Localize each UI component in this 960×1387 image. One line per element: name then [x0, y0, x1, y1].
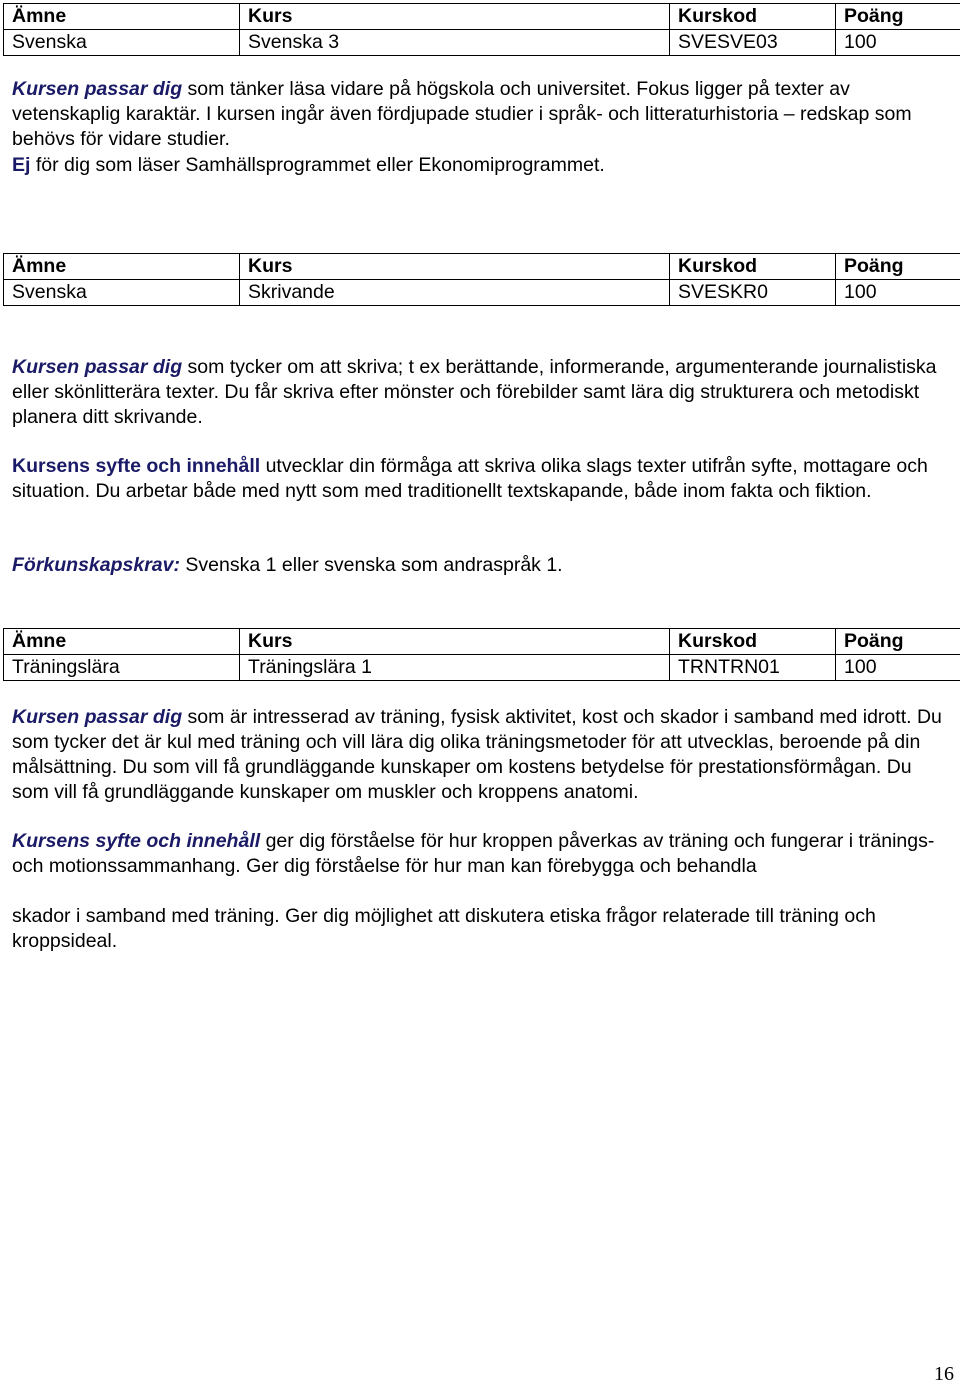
- header-kurskod: Kurskod: [670, 4, 836, 30]
- lead-phrase: Ej: [12, 154, 30, 176]
- course-description: [12, 355, 952, 430]
- course-table: [3, 628, 960, 681]
- lead-phrase: Kursens syfte och innehåll: [12, 455, 260, 477]
- prerequisites-text: Svenska 1 eller svenska som andraspråk 1.: [180, 554, 563, 576]
- description-text: som tycker om att skriva; t ex berättande, informerande, argumenterande journalistiska eller skönlitterära texter. Du får skriva efter mönster och förebilder samt lära dig strukturera och metodiskt planera ditt skrivande.: [12, 356, 937, 428]
- header-amne: Ämne: [4, 254, 240, 280]
- header-kurs: Kurs: [240, 629, 670, 655]
- header-kurs: Kurs: [240, 254, 670, 280]
- header-amne: Ämne: [4, 4, 240, 30]
- cell-amne: Träningslära: [4, 655, 240, 681]
- header-amne: Ämne: [4, 629, 240, 655]
- page-number: 16: [934, 1362, 954, 1387]
- cell-kurs: Skrivande: [240, 280, 670, 306]
- course-note: [12, 153, 952, 178]
- lead-phrase: Kursen passar dig: [12, 78, 182, 100]
- table-header-row: [4, 4, 960, 30]
- course-purpose: [12, 454, 952, 504]
- course-table: [3, 253, 960, 306]
- header-kurskod: Kurskod: [670, 254, 836, 280]
- cell-kurskod: SVESVE03: [670, 30, 836, 56]
- course-table: [3, 3, 960, 56]
- cell-poang: 100: [836, 655, 960, 681]
- note-text: för dig som läser Samhällsprogrammet eller Ekonomiprogrammet.: [30, 154, 604, 176]
- course-description: [12, 705, 952, 805]
- purpose-text: ger dig förståelse för hur kroppen påverkas av träning och fungerar i tränings- och motionssammanhang. Ger dig förståelse för hur man kan förebygga och behandla: [12, 830, 934, 877]
- header-kurskod: Kurskod: [670, 629, 836, 655]
- cell-kurskod: TRNTRN01: [670, 655, 836, 681]
- table-row: [4, 280, 960, 306]
- header-poang: Poäng: [836, 4, 960, 30]
- table-row: [4, 30, 960, 56]
- table-header-row: [4, 254, 960, 280]
- purpose-text: utvecklar din förmåga att skriva olika slags texter utifrån syfte, mottagare och situation. Du arbetar både med nytt som med traditionellt textskapande, både inom fakta och fiktion.: [12, 455, 928, 502]
- cell-poang: 100: [836, 30, 960, 56]
- cell-amne: Svenska: [4, 30, 240, 56]
- cell-kurskod: SVESKR0: [670, 280, 836, 306]
- lead-phrase: Kursen passar dig: [12, 356, 182, 378]
- purpose-continued-text: skador i samband med träning. Ger dig möjlighet att diskutera etiska frågor relaterade till träning och kroppsideal.: [12, 905, 876, 952]
- course-description: [12, 77, 952, 152]
- header-kurs: Kurs: [240, 4, 670, 30]
- cell-poang: 100: [836, 280, 960, 306]
- lead-phrase: Förkunskapskrav:: [12, 554, 180, 576]
- table-row: [4, 655, 960, 681]
- lead-phrase: Kursens syfte och innehåll: [12, 830, 260, 852]
- course-prerequisites: [12, 553, 952, 578]
- course-block-svenska-3: [0, 3, 960, 56]
- header-poang: Poäng: [836, 254, 960, 280]
- course-block-skrivande: [0, 253, 960, 306]
- lead-phrase: Kursen passar dig: [12, 706, 182, 728]
- table-header-row: [4, 629, 960, 655]
- description-text: som är intresserad av träning, fysisk aktivitet, kost och skador i samband med idrott. Du som tycker det är kul med träning och vill lära dig olika träningsmetoder för att utvecklas, beroende på din målsättning. Du som vill få grundläggande kunskaper om kostens betydelse för prestationsförmågan. Du som vill få grundläggande kunskaper om muskler och kroppens anatomi.: [12, 706, 942, 803]
- cell-amne: Svenska: [4, 280, 240, 306]
- description-text: som tänker läsa vidare på högskola och universitet. Fokus ligger på texter av vetenskaplig karaktär. I kursen ingår även fördjupade studier i språk- och litteraturhistoria – redskap som behövs för vidare studier.: [12, 78, 912, 150]
- cell-kurs: Träningslära 1: [240, 655, 670, 681]
- course-purpose: [12, 829, 952, 879]
- header-poang: Poäng: [836, 629, 960, 655]
- cell-kurs: Svenska 3: [240, 30, 670, 56]
- course-block-traningslara-1: [0, 628, 960, 681]
- course-purpose-continued: [12, 904, 952, 954]
